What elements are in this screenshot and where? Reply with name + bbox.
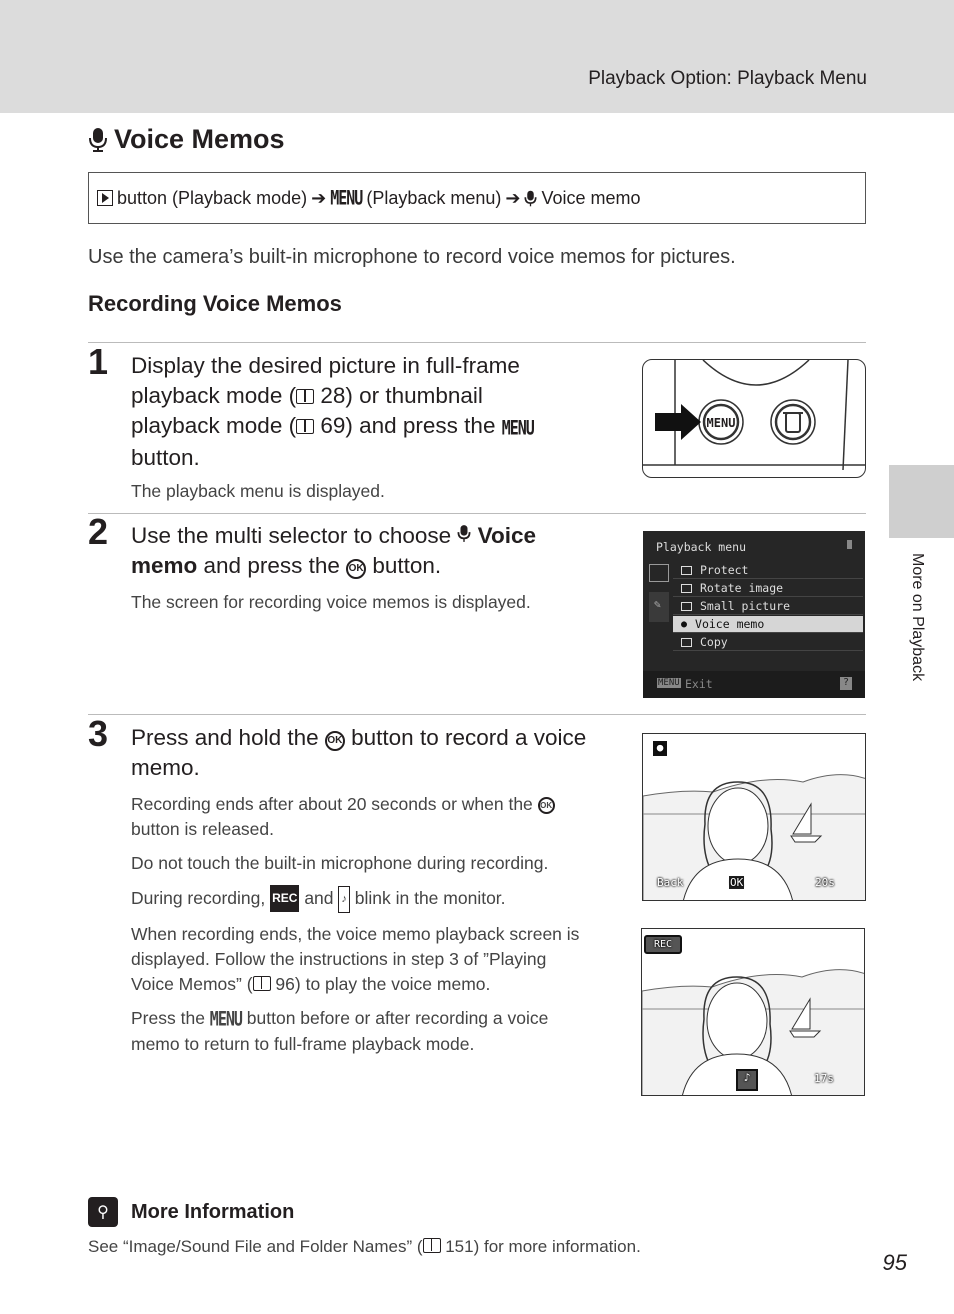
- camera-menu-label: MENU: [706, 416, 736, 430]
- page-number: 95: [882, 1250, 907, 1275]
- note-line: [131, 972, 621, 997]
- microphone-icon: [524, 190, 537, 207]
- menu-item-small-picture[interactable]: [673, 598, 863, 615]
- step-3-line-1: [131, 723, 621, 753]
- text-span: 69) and press the: [314, 413, 502, 438]
- intro-text: Use the camera’s built-in microphone to record voice memos for pictures.: [88, 246, 736, 268]
- step-1-line-2: [131, 381, 611, 411]
- menu-item-voice-memo[interactable]: [673, 616, 863, 633]
- text-span: Voice Memos” (: [131, 974, 253, 994]
- menu-item-label: Protect: [700, 563, 749, 577]
- microphone-icon: ●: [653, 741, 667, 756]
- back-label: Back: [657, 876, 684, 889]
- copy-icon: [681, 638, 692, 647]
- setup-tab-icon: ✎: [649, 592, 669, 622]
- step-1-line-4: button.: [131, 445, 200, 470]
- camera-back-drawing: [643, 360, 866, 478]
- microphone-icon: ●: [681, 618, 688, 630]
- step-3-notes: [131, 792, 621, 1057]
- section-heading: Recording Voice Memos: [88, 291, 342, 316]
- text-span: and press the: [197, 553, 347, 578]
- text-span: Use the multi selector to choose: [131, 523, 458, 548]
- menu-item-copy[interactable]: [673, 634, 863, 651]
- rec-indicator-icon: REC: [644, 935, 682, 954]
- note-line: button is released.: [131, 819, 275, 839]
- playback-menu-screen: [643, 531, 865, 698]
- text-span: playback mode (: [131, 413, 297, 438]
- note-line: [131, 792, 621, 817]
- menu-item-protect[interactable]: [673, 562, 863, 579]
- step-2-line-2: [131, 551, 611, 581]
- text-span: 28) or thumbnail: [314, 383, 483, 408]
- bold-span: memo: [131, 553, 198, 578]
- note-line: displayed. Follow the instructions in step 3 of ”Playing: [131, 949, 547, 969]
- step-number: 2: [88, 511, 109, 552]
- step-number: 3: [88, 713, 109, 754]
- note-line: [131, 885, 621, 913]
- text-span: button.: [366, 553, 442, 578]
- step-2-instruction: [131, 521, 611, 581]
- page-title-text: Voice Memos: [114, 124, 285, 154]
- step-1-line-1: Display the desired picture in full-frame: [131, 353, 520, 378]
- step-divider: [88, 714, 866, 715]
- rec-indicator-icon: REC: [270, 885, 299, 912]
- more-information-text: [88, 1237, 641, 1257]
- voice-memo-recording-screen: [641, 928, 865, 1096]
- text-span: and: [299, 888, 339, 908]
- more-information-title: More Information: [131, 1200, 295, 1223]
- text-span: playback mode (: [131, 383, 297, 408]
- step-3-line-2: memo.: [131, 755, 200, 780]
- step-1-instruction: [131, 351, 611, 473]
- page-reference-icon: [423, 1238, 441, 1253]
- note-line: Do not touch the built-in microphone during recording.: [131, 853, 549, 873]
- camera-back-illustration: [642, 359, 866, 478]
- exit-label: Exit: [685, 677, 713, 691]
- ok-button-icon: OK: [325, 731, 345, 751]
- menu-item-label: Copy: [700, 635, 728, 649]
- step-3-instruction: [131, 723, 621, 783]
- side-tab: [889, 465, 954, 538]
- note-line: When recording ends, the voice memo playback screen is: [131, 924, 580, 944]
- side-tab-label: More on Playback: [909, 553, 926, 682]
- voice-memo-icon: ♪: [736, 1069, 758, 1091]
- page-title: [88, 124, 285, 155]
- rotate-icon: [681, 584, 692, 593]
- microphone-icon: [88, 127, 108, 153]
- step-2-note: The screen for recording voice memos is displayed.: [131, 592, 531, 612]
- menu-screen-title: Playback menu: [656, 540, 747, 554]
- menu-item-label: Voice memo: [695, 617, 765, 631]
- menu-item-label: Rotate image: [700, 581, 784, 595]
- step-1-note: The playback menu is displayed.: [131, 481, 385, 501]
- menu-item-label: Small picture: [700, 599, 791, 613]
- text-span: 96) to play the voice memo.: [270, 974, 491, 994]
- menu-item-rotate-image[interactable]: [673, 580, 863, 597]
- more-information-heading: [88, 1197, 294, 1227]
- text-span: During recording,: [131, 888, 271, 908]
- note-line: [131, 1006, 621, 1032]
- page-reference-icon: [296, 389, 314, 404]
- text-span: Press and hold the: [131, 725, 325, 750]
- scroll-indicator: [847, 540, 852, 549]
- remaining-time: 20s: [815, 876, 835, 889]
- menu-button-icon: MENU: [658, 678, 680, 688]
- microphone-icon: [457, 524, 471, 543]
- note-line: memo to return to full-frame playback mode.: [131, 1034, 475, 1054]
- menu-button-icon: MENU: [501, 416, 534, 440]
- arrow-right-icon: ➔: [311, 187, 327, 208]
- arrow-right-icon: ➔: [505, 187, 521, 208]
- menu-button-icon: MENU: [330, 186, 363, 210]
- ok-button-icon: OK: [346, 559, 366, 579]
- voice-memo-icon: ♪: [338, 886, 350, 913]
- step-divider: [88, 342, 866, 343]
- text-span: Press the: [131, 1008, 210, 1028]
- protect-icon: [681, 566, 692, 575]
- menu-screen-footer: [643, 671, 865, 698]
- magnifier-icon: ⚲: [88, 1197, 118, 1227]
- text-span: button to record a voice: [344, 725, 587, 750]
- step-divider: [88, 513, 866, 514]
- playback-button-icon: [97, 190, 113, 206]
- step-number: 1: [88, 341, 109, 382]
- bold-span: Voice: [477, 523, 537, 548]
- text-span: button before or after recording a voice: [241, 1008, 549, 1028]
- menu-button-icon: MENU: [209, 1007, 242, 1031]
- nav-part3: Voice memo: [541, 187, 641, 208]
- playback-tab-icon: [649, 564, 669, 582]
- text-span: Recording ends after about 20 seconds or when the: [131, 794, 538, 814]
- header-section-title: Playback Option: Playback Menu: [588, 68, 867, 89]
- text-span: See “Image/Sound File and Folder Names” (: [88, 1237, 423, 1256]
- voice-memo-record-screen: [642, 733, 866, 901]
- ok-button-icon: OK: [730, 876, 744, 889]
- help-icon: ?: [840, 677, 852, 690]
- header-band: [0, 0, 954, 113]
- remaining-time: 17s: [814, 1072, 834, 1085]
- page-reference-icon: [296, 419, 314, 434]
- nav-part1: button (Playback mode): [117, 187, 308, 208]
- navigation-path-box: [88, 172, 866, 224]
- step-2-line-1: [131, 521, 611, 551]
- step-1-line-3: [131, 411, 611, 443]
- small-picture-icon: [681, 602, 692, 611]
- ok-button-icon: OK: [538, 797, 555, 814]
- page-reference-icon: [253, 976, 271, 991]
- nav-part2: (Playback menu): [366, 187, 502, 208]
- text-span: blink in the monitor.: [349, 888, 506, 908]
- text-span: 151) for more information.: [440, 1237, 641, 1256]
